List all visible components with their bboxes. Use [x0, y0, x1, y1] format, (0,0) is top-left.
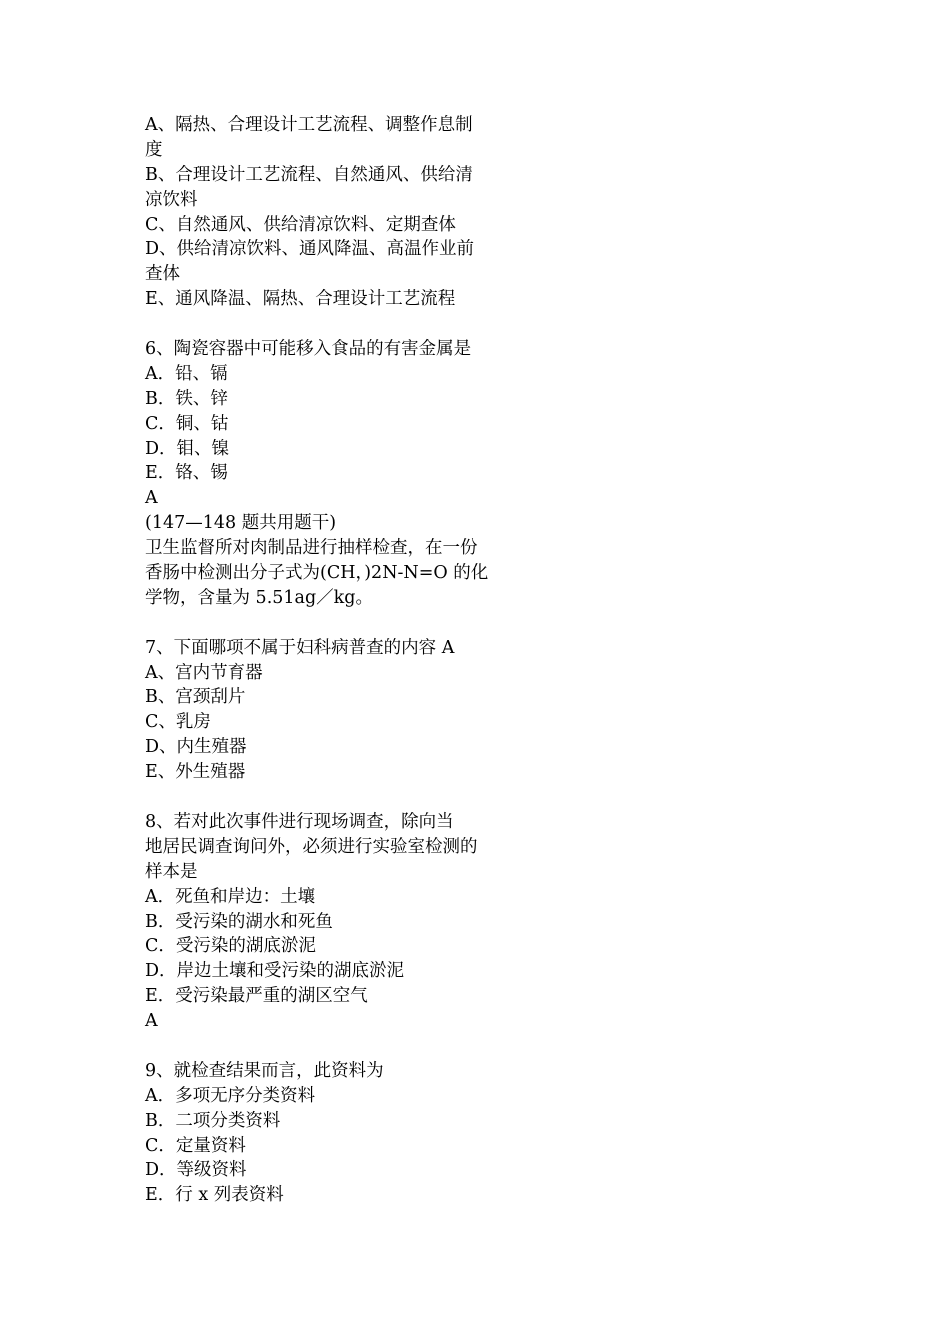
answer-option: A．铅、镉 — [145, 363, 228, 384]
answer-option: C．定量资料 — [145, 1135, 246, 1156]
answer-options-block-5 — [145, 113, 515, 312]
answer-option: E、外生殖器 — [145, 762, 246, 783]
answer-option: A．死鱼和岸边：土壤 — [145, 886, 316, 907]
answer-option: D．钼、镍 — [145, 438, 230, 459]
answer-option: B、宫颈刮片 — [145, 687, 246, 708]
answer-option: E．受污染最严重的湖区空气 — [145, 986, 368, 1007]
answer-option: E．铬、锡 — [145, 463, 228, 484]
answer-key: A — [145, 1011, 158, 1032]
paragraph-gap — [145, 611, 515, 636]
question-text: 8、若对此次事件进行现场调查，除向当 — [145, 811, 454, 832]
text-line: 度 — [145, 139, 163, 160]
question-6-block — [145, 337, 515, 611]
answer-option: D．等级资料 — [145, 1160, 247, 1181]
answer-option: A、宫内节育器 — [145, 662, 263, 683]
text-line: A、隔热、合理设计工艺流程、调整作息制 — [145, 115, 473, 135]
document-page — [145, 113, 515, 1208]
question-8-block — [145, 810, 515, 1034]
shared-stem-text: 香肠中检测出分子式为(CH，)2N-N=O 的化 — [145, 563, 489, 584]
question-text: 样本是 — [145, 861, 198, 882]
paragraph-gap — [145, 1034, 515, 1059]
answer-option: C．铜、钴 — [145, 413, 229, 434]
answer-option: D、内生殖器 — [145, 737, 247, 758]
answer-option: B．铁、锌 — [145, 388, 228, 409]
shared-stem-heading: (147—148 题共用题干) — [145, 513, 337, 534]
answer-option: D．岸边土壤和受污染的湖底淤泥 — [145, 961, 405, 982]
question-text: 地居民调查询问外，必须进行实验室检测的 — [145, 836, 478, 857]
answer-option: E．行 x 列表资料 — [145, 1185, 284, 1206]
text-line: B、合理设计工艺流程、自然通风、供给清 — [145, 164, 473, 185]
paragraph-gap — [145, 312, 515, 337]
text-line: E、通风降温、隔热、合理设计工艺流程 — [145, 289, 456, 310]
answer-key: A — [145, 488, 158, 509]
answer-option: C．受污染的湖底淤泥 — [145, 936, 316, 957]
question-9-block — [145, 1059, 515, 1208]
text-line: 凉饮料 — [145, 189, 198, 210]
question-text: 7、下面哪项不属于妇科病普查的内容 A — [145, 637, 455, 658]
text-line: D、供给清凉饮料、通风降温、高温作业前 — [145, 239, 475, 260]
question-text: 9、就检查结果而言，此资料为 — [145, 1060, 384, 1081]
shared-stem-text: 学物，含量为 5.51ag／kg。 — [145, 587, 373, 608]
answer-option: B．二项分类资料 — [145, 1110, 281, 1131]
text-line: 查体 — [145, 264, 180, 285]
question-text: 6、陶瓷容器中可能移入食品的有害金属是 — [145, 339, 472, 360]
answer-option: A．多项无序分类资料 — [145, 1085, 316, 1106]
answer-option: B．受污染的湖水和死鱼 — [145, 911, 333, 932]
question-7-block — [145, 636, 515, 785]
paragraph-gap — [145, 785, 515, 810]
shared-stem-text: 卫生监督所对肉制品进行抽样检查，在一份 — [145, 538, 478, 559]
answer-option: C、乳房 — [145, 712, 211, 733]
text-line: C、自然通风、供给清凉饮料、定期查体 — [145, 214, 456, 235]
